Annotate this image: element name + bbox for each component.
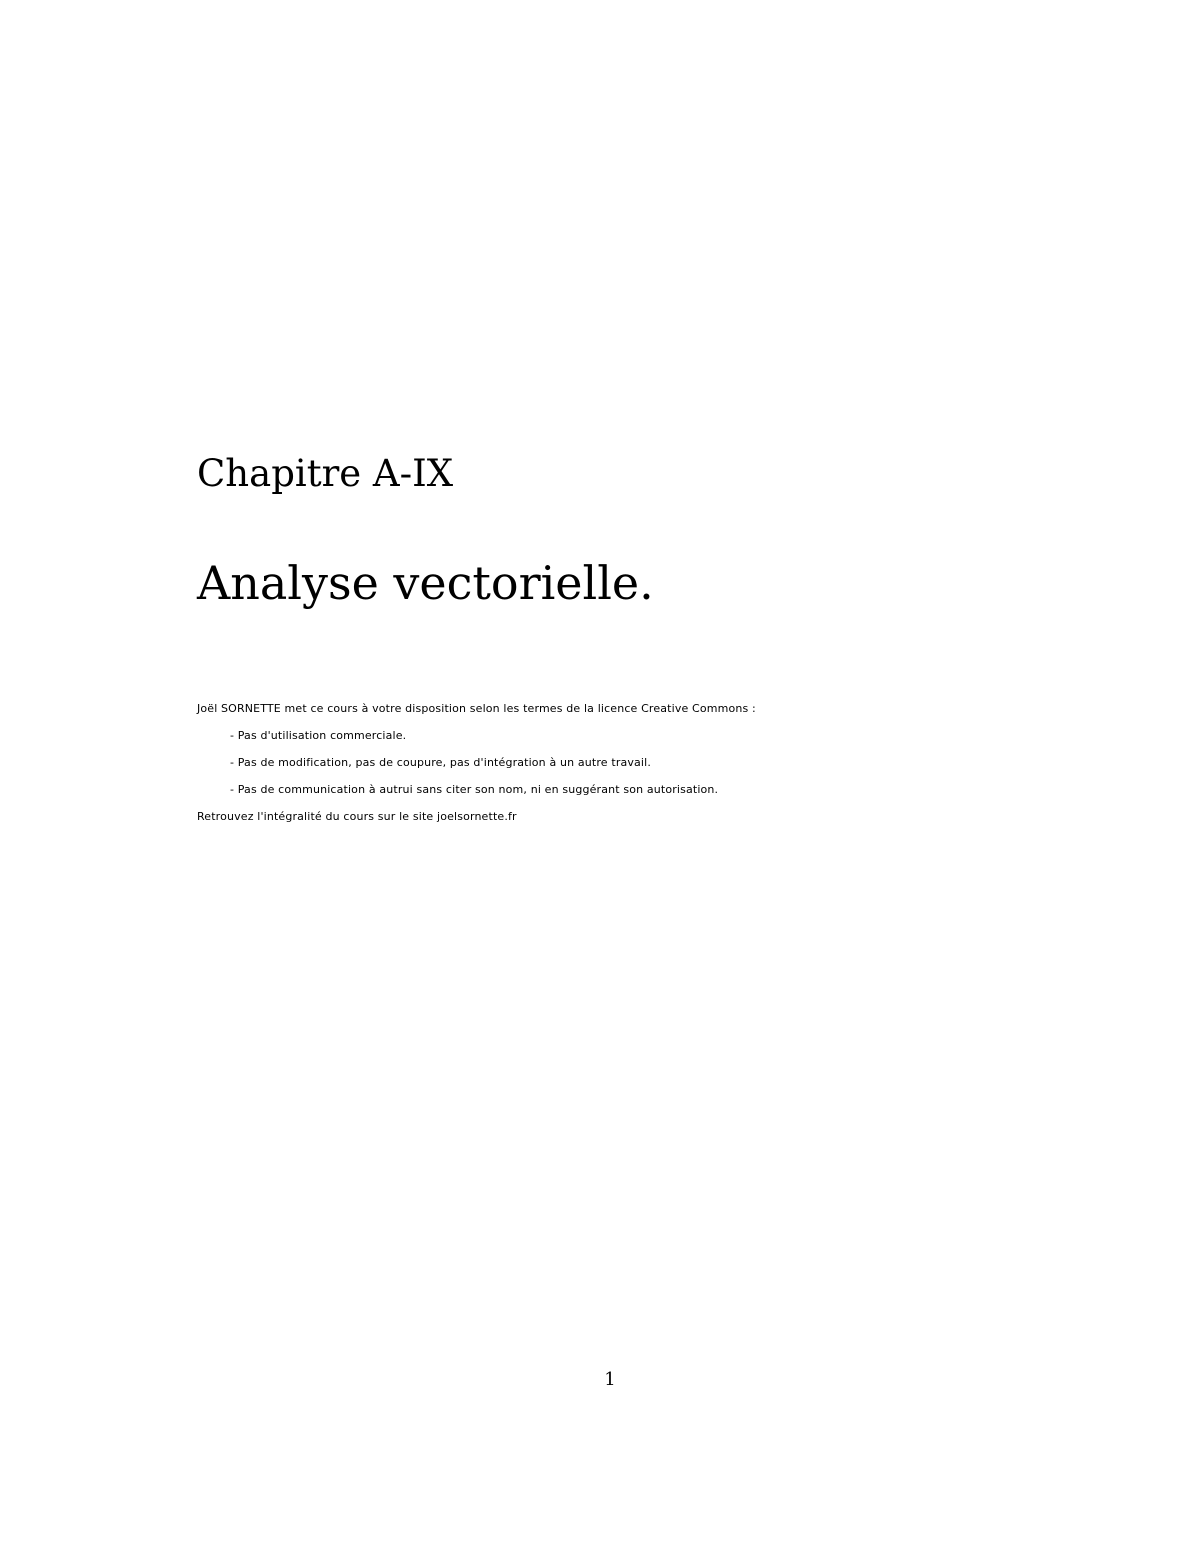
- chapter-label: Chapitre A-IX: [197, 452, 454, 495]
- chapter-title: Analyse vectorielle.: [197, 556, 654, 610]
- license-item-modification: - Pas de modification, pas de coupure, pas d'intégration à un autre travail.: [230, 756, 651, 769]
- license-intro: Joël SORNETTE met ce cours à votre disposition selon les termes de la licence Creative Commons :: [197, 702, 756, 715]
- license-notice: [197, 700, 957, 835]
- course-site-note: Retrouvez l'intégralité du cours sur le site joelsornette.fr: [197, 810, 517, 823]
- license-item-attribution: - Pas de communication à autrui sans citer son nom, ni en suggérant son autorisation.: [230, 783, 719, 796]
- license-item-commercial-use: - Pas d'utilisation commerciale.: [230, 729, 407, 742]
- page-number: 1: [604, 1369, 616, 1390]
